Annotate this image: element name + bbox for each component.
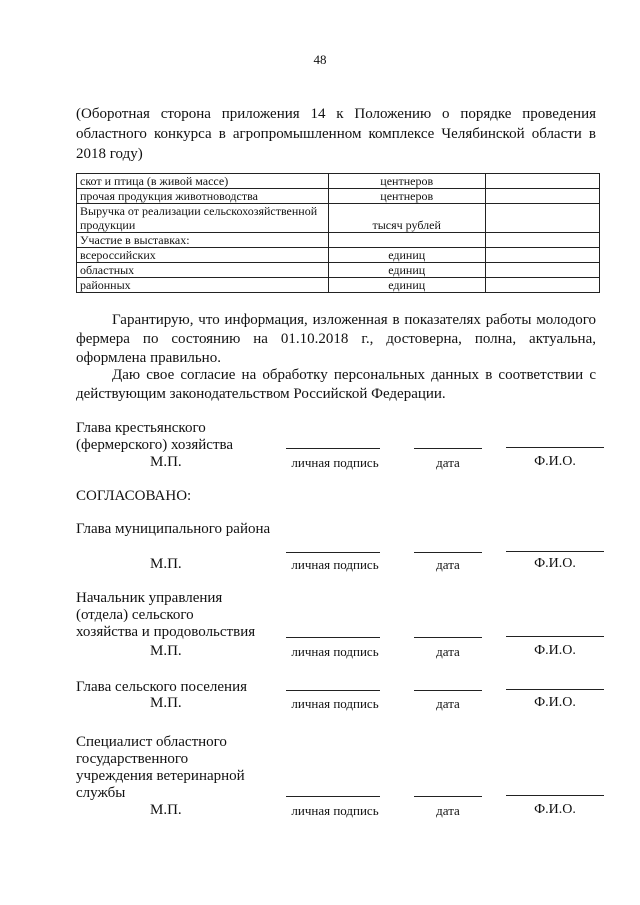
signature-line xyxy=(286,552,380,553)
fio-line xyxy=(506,689,604,690)
row-value xyxy=(485,204,599,233)
date-line xyxy=(414,448,482,449)
row-label: районных xyxy=(77,278,329,293)
signature-caption: личная подпись xyxy=(291,696,379,711)
row-label: прочая продукция животноводства xyxy=(77,189,329,204)
table-row xyxy=(77,248,600,263)
date-caption: дата xyxy=(436,455,460,470)
table-row xyxy=(77,174,600,189)
stamp-label: М.П. xyxy=(150,643,182,659)
row-value xyxy=(485,278,599,293)
table-row xyxy=(77,204,600,233)
date-line xyxy=(414,552,482,553)
stamp-label: М.П. xyxy=(150,454,182,470)
fio-line xyxy=(506,795,604,796)
row-value xyxy=(485,189,599,204)
agreed-label: СОГЛАСОВАНО: xyxy=(76,488,192,504)
fio-caption: Ф.И.О. xyxy=(534,454,576,469)
role-agriculture-department-head: Начальник управления (отдела) сельского хозяйства и продовольствия xyxy=(76,590,256,640)
fio-caption: Ф.И.О. xyxy=(534,556,576,571)
role-veterinary-specialist: Специалист областного государственного учреждения ветеринарной службы xyxy=(76,734,245,801)
fio-caption: Ф.И.О. xyxy=(534,695,576,710)
signature-caption: личная подпись xyxy=(291,557,379,572)
row-unit: единиц xyxy=(328,263,485,278)
signature-caption: личная подпись xyxy=(291,644,379,659)
row-unit xyxy=(328,233,485,248)
signature-caption: личная подпись xyxy=(291,803,379,818)
stamp-label: М.П. xyxy=(150,556,182,572)
signature-line xyxy=(286,448,380,449)
date-caption: дата xyxy=(436,557,460,572)
row-label: областных xyxy=(77,263,329,278)
guarantee-paragraph: Гарантирую, что информация, изложенная в показателях работы молодого фермера по состоянию на 01.10.2018 г., достоверна, полна, актуальна, оформлена правильно. xyxy=(76,312,596,366)
role-farm-head: Глава крестьянского (фермерского) хозяйства xyxy=(76,420,234,453)
row-unit: единиц xyxy=(328,248,485,263)
row-unit: центнеров xyxy=(328,174,485,189)
role-rural-settlement-head: Глава сельского поселения xyxy=(76,679,248,695)
consent-paragraph: Даю свое согласие на обработку персональных данных в соответствии с действующим законодательством Российской Федерации. xyxy=(76,367,596,402)
fio-caption: Ф.И.О. xyxy=(534,802,576,817)
signature-line xyxy=(286,637,380,638)
role-municipal-head: Глава муниципального района xyxy=(76,521,271,537)
signature-line xyxy=(286,796,380,797)
appendix-heading: (Оборотная сторона приложения 14 к Положению о порядке проведения областного конкурса в агропромышленном комплексе Челябинской области в 2018 году) xyxy=(76,106,596,162)
row-value xyxy=(485,263,599,278)
row-value xyxy=(485,233,599,248)
table-row xyxy=(77,233,600,248)
fio-line xyxy=(506,551,604,552)
fio-caption: Ф.И.О. xyxy=(534,643,576,658)
row-label: скот и птица (в живой массе) xyxy=(77,174,329,189)
date-line xyxy=(414,637,482,638)
date-line xyxy=(414,796,482,797)
row-label: всероссийских xyxy=(77,248,329,263)
stamp-label: М.П. xyxy=(150,695,182,711)
row-value xyxy=(485,174,599,189)
row-value xyxy=(485,248,599,263)
table-row xyxy=(77,263,600,278)
row-label: Выручка от реализации сельскохозяйственной продукции xyxy=(77,204,329,233)
table-row xyxy=(77,278,600,293)
indicators-table xyxy=(76,173,600,293)
row-label: Участие в выставках: xyxy=(77,233,329,248)
fio-line xyxy=(506,636,604,637)
row-unit: тысяч рублей xyxy=(328,204,485,233)
date-caption: дата xyxy=(436,644,460,659)
row-unit: центнеров xyxy=(328,189,485,204)
signature-caption: личная подпись xyxy=(291,455,379,470)
table-row xyxy=(77,189,600,204)
signature-line xyxy=(286,690,380,691)
date-line xyxy=(414,690,482,691)
date-caption: дата xyxy=(436,803,460,818)
fio-line xyxy=(506,447,604,448)
row-unit: единиц xyxy=(328,278,485,293)
date-caption: дата xyxy=(436,696,460,711)
stamp-label: М.П. xyxy=(150,802,182,818)
page-number: 48 xyxy=(313,52,327,67)
